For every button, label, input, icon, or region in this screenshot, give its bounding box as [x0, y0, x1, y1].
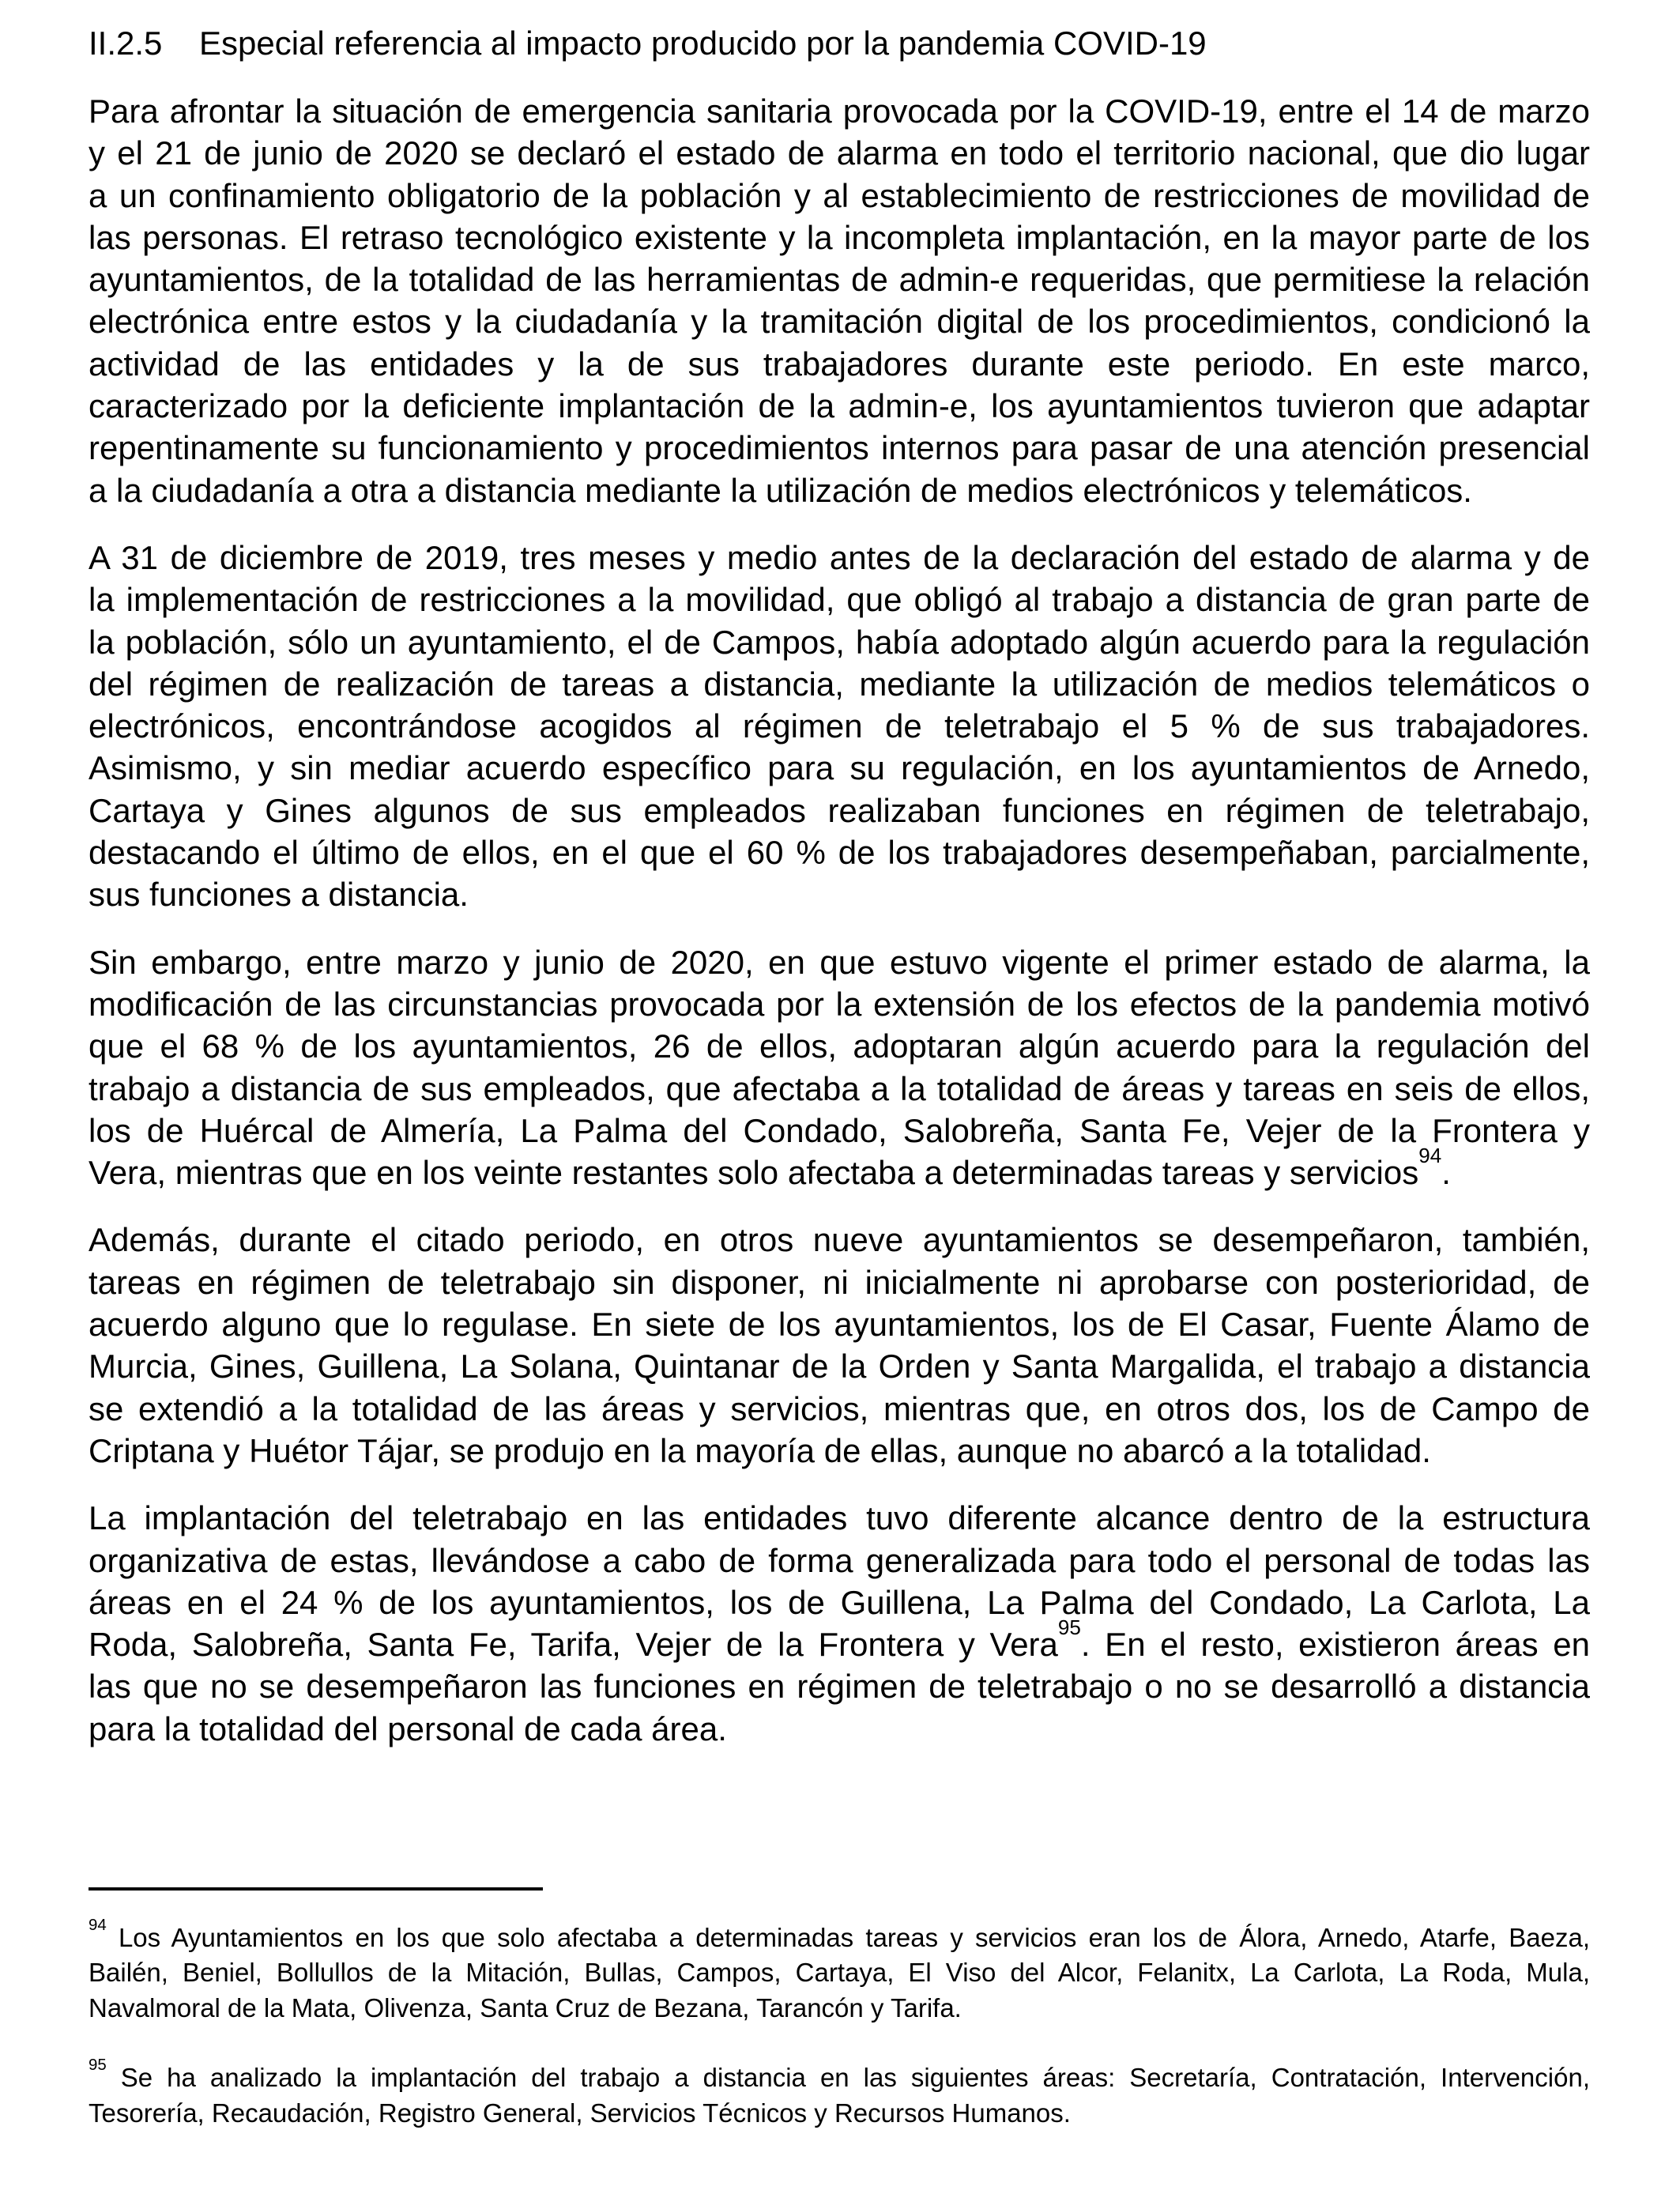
- text-line: Sin embargo, entre marzo y junio de 2020, en que estuvo vigente el primer estado de alarma, la: [89, 943, 1590, 981]
- text-line: Además, durante el citado periodo, en otros nueve ayuntamientos se desempeñaron, también,: [89, 1221, 1590, 1259]
- footnote-ref-95: 95: [89, 2056, 107, 2075]
- text-line: acuerdo alguno que lo regulase. En siete de los ayuntamientos, los de El Casar, Fuente Álamo de: [89, 1306, 1590, 1344]
- text-line: Para afrontar la situación de emergencia sanitaria provocada por la COVID-19, entre el 14 de marzo: [89, 92, 1590, 130]
- section-title: Especial referencia al impacto producido por la pandemia COVID-19: [199, 25, 1207, 62]
- text-line: Roda, Salobreña, Santa Fe, Tarifa, Vejer de la Frontera y Vera$^{95}$. En el resto, existieron áreas en: [89, 1615, 1590, 1664]
- text-line: las personas. El retraso tecnológico existente y la incompleta implantación, en la mayor parte de los: [89, 218, 1590, 256]
- text-line: para la totalidad del personal de cada área.: [89, 1710, 727, 1747]
- section-heading: [89, 22, 1590, 64]
- text-line: Bailén, Beniel, Bollullos de la Mitación, Bullas, Campos, Cartaya, El Viso del Alcor, Felanitx, La Carlota, La Roda, Mula,: [89, 1958, 1590, 1988]
- text-line: Cartaya y Gines algunos de sus empleados realizaban funciones en régimen de teletrabajo,: [89, 791, 1590, 829]
- text-line: Asimismo, y sin mediar acuerdo específico para su regulación, en los ayuntamientos de Arnedo,: [89, 749, 1590, 787]
- text-line: destacando el último de ellos, en el que el 60 % de los trabajadores desempeñaban, parcialmente,: [89, 834, 1590, 872]
- text-line: Vera, mientras que en los veinte restantes solo afectaba a determinadas tareas y servicios$^{94}$.: [89, 1144, 1451, 1192]
- text-line: a la ciudadanía a otra a distancia mediante la utilización de medios electrónicos y telemáticos.: [89, 471, 1472, 509]
- text-line: se extendió a la totalidad de las áreas y servicios, mientras que, en otros dos, los de Campo de: [89, 1389, 1590, 1427]
- text-line: organizativa de estas, llevándose a cabo de forma generalizada para todo el personal de todas las: [89, 1541, 1590, 1579]
- text-line: los de Huércal de Almería, La Palma del Condado, Salobreña, Santa Fe, Vejer de la Frontera y: [89, 1111, 1590, 1149]
- text-line: $^{95}$ Se ha analizado la implantación del trabajo a distancia en las siguientes áreas: Secretaría, Contratación, Intervención,: [89, 2056, 1590, 2093]
- text-line: a un confinamiento obligatorio de la población y al establecimiento de restricciones de movilidad de: [89, 176, 1590, 214]
- paragraph-3: [89, 941, 1590, 1194]
- text-line: y el 21 de junio de 2020 se declaró el estado de alarma en todo el territorio nacional, que dio lugar: [89, 134, 1590, 172]
- text-line: del régimen de realización de tareas a distancia, mediante la utilización de medios telemáticos o: [89, 665, 1590, 703]
- text-line: electrónicos, encontrándose acogidos al régimen de teletrabajo el 5 % de sus trabajadores.: [89, 707, 1590, 745]
- footnotes: [89, 1915, 1590, 2132]
- text-line: modificación de las circunstancias provocada por la extensión de los efectos de la pandemia motivó: [89, 985, 1590, 1023]
- paragraph-4: [89, 1219, 1590, 1472]
- footnote-separator: [89, 1887, 543, 1891]
- text-line: ayuntamientos, de la totalidad de las herramientas de admin-e requeridas, que permitiese la relación: [89, 261, 1590, 299]
- text-line: las que no se desempeñaron las funciones en régimen de teletrabajo o no se desarrolló a distancia: [89, 1668, 1590, 1706]
- text-line: electrónica entre estos y la ciudadanía y la tramitación digital de los procedimientos, condicionó la: [89, 303, 1590, 341]
- footnote-ref-94: 94: [89, 1915, 107, 1934]
- text-line: sus funciones a distancia.: [89, 876, 469, 914]
- section-number: II.2.5: [89, 25, 163, 62]
- text-line: la implementación de restricciones a la movilidad, que obligó al trabajo a distancia de gran parte de: [89, 581, 1590, 619]
- text-line: $^{94}$ Los Ayuntamientos en los que solo afectaba a determinadas tareas y servicios eran los de Álora, Arnedo, Atarfe, Baeza,: [89, 1915, 1590, 1952]
- paragraph-5: [89, 1497, 1590, 1750]
- text-line: Navalmoral de la Mata, Olivenza, Santa Cruz de Bezana, Tarancón y Tarifa.: [89, 1992, 962, 2022]
- text-line: La implantación del teletrabajo en las entidades tuvo diferente alcance dentro de la estructura: [89, 1499, 1590, 1537]
- text-line: trabajo a distancia de sus empleados, que afectaba a la totalidad de áreas y tareas en seis de ellos,: [89, 1069, 1590, 1107]
- text-line: Murcia, Gines, Guillena, La Solana, Quintanar de la Orden y Santa Margalida, el trabajo a distancia: [89, 1348, 1590, 1385]
- footnote-ref-95: 95: [1057, 1615, 1081, 1640]
- text-line: Tesorería, Recaudación, Registro General, Servicios Técnicos y Recursos Humanos.: [89, 2098, 1071, 2128]
- footnote-94: [89, 1915, 1590, 2026]
- paragraph-1: [89, 90, 1590, 511]
- text-line: que el 68 % de los ayuntamientos, 26 de ellos, adoptaran algún acuerdo para la regulación del: [89, 1027, 1590, 1065]
- text-line: tareas en régimen de teletrabajo sin disponer, ni inicialmente ni aprobarse con posterioridad, de: [89, 1263, 1590, 1301]
- text-line: Criptana y Huétor Tájar, se produjo en la mayoría de ellas, aunque no abarcó a la totalidad.: [89, 1431, 1431, 1469]
- text-line: caracterizado por la deficiente implantación de la admin-e, los ayuntamientos tuvieron que adaptar: [89, 387, 1590, 425]
- footnote-ref-94: 94: [1418, 1144, 1442, 1168]
- text-line: áreas en el 24 % de los ayuntamientos, los de Guillena, La Palma del Condado, La Carlota, La: [89, 1583, 1590, 1621]
- text-line: actividad de las entidades y la de sus trabajadores durante este periodo. En este marco,: [89, 345, 1590, 383]
- text-line: A 31 de diciembre de 2019, tres meses y medio antes de la declaración del estado de alarma y de: [89, 538, 1590, 576]
- body-text: [89, 90, 1590, 1750]
- text-line: la población, sólo un ayuntamiento, el de Campos, había adoptado algún acuerdo para la regulación: [89, 623, 1590, 661]
- paragraph-2: [89, 537, 1590, 916]
- footnote-95: [89, 2056, 1590, 2131]
- text-line: repentinamente su funcionamiento y procedimientos internos para pasar de una atención presencial: [89, 429, 1590, 467]
